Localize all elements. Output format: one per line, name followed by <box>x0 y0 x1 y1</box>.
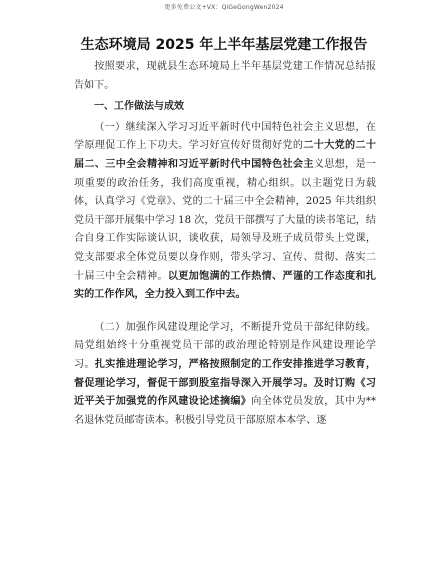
paragraph-2-part-c: 及时订购《习近平关于加强党的作风建设论述摘编》 <box>74 377 377 408</box>
paragraph-1-part-a: （一）继续深入学习习近平新时代中国特色社会主义思想，在学原理促工作上下功夫。学习好宣传好贯彻好党的 <box>74 121 376 152</box>
paragraph-1 <box>74 119 376 305</box>
section-heading: 一、工作做法与成效 <box>94 101 184 113</box>
paragraph-2-part-d: 向全体党员发放，其中 <box>251 396 356 408</box>
document-body <box>74 58 376 430</box>
paragraph-2 <box>74 319 376 431</box>
paragraph-1-part-e: 以更加饱满的工作热情、严谨的工作态度和扎实的工作作风，全力投入到工作中去。 <box>74 270 376 301</box>
paragraph-gap <box>74 305 376 319</box>
paragraph-1-part-c: 义思想，是一项重要的政治任务，我们高度重视，精心组织。 <box>74 158 377 189</box>
paragraph-1-part-b: 二十大党的二十届二、三中全会精神和习近平新时代中国特色社会主 <box>74 140 377 170</box>
paragraph-2-part-b: 扎实推进理论学习，严格按照制定的工作安排推进学习教育，督促理论学习，督促干部到股室指导深入开展学习。 <box>74 358 377 389</box>
paragraph-2-part-e: 为**名退休党员邮寄读本。积极引导党员干部原原本本学、逐 <box>74 396 377 426</box>
paragraph-1-part-d: 以主题党日为载体，认真学习《党章》、党的二十届三中全会精神，2025 年共组织党员干部开展集中学习 18 次，党员干部撰写了大量的读书笔记，结合自身工作实际谈认识，谈收获，局领导及班子成员带头上党课，党支部要求全体党员要以身作则，带头学习、宣传、贯彻、落实二十届三中全会精神。 <box>74 177 377 282</box>
document-title: 生态环境局 2025 年上半年基层党建工作报告 <box>80 37 368 53</box>
paragraph-2-part-a: （二）加强作风建设理论学习，不断提升党员干部纪律防线。局党组始终十分重视党员干部的政治理论特别是作风建设理论学习。 <box>74 321 376 370</box>
header-watermark: 更多免费公文+VX：QiGeGongWen2024 <box>164 4 284 11</box>
intro-paragraph: 按照要求，现就县生态环境局上半年基层党建工作情况总结报告如下。 <box>74 61 376 91</box>
